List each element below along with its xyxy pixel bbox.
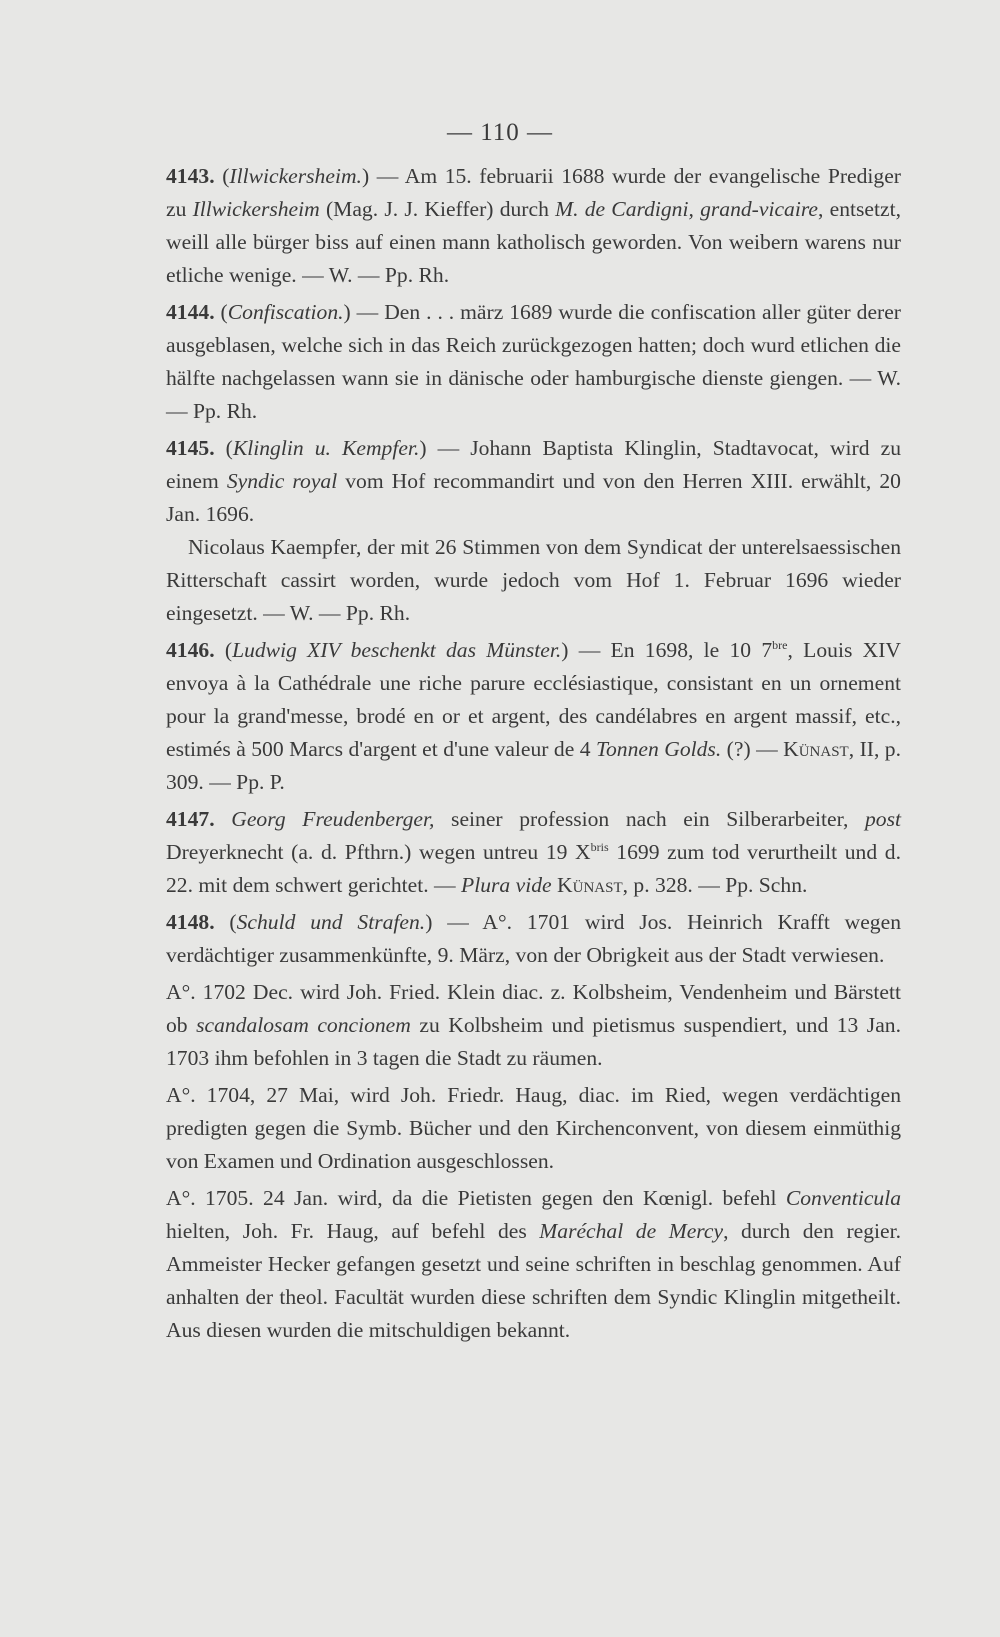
entry-text: Georg Freudenberger, seiner profession nach ein Silberarbeiter, post Dreyerknecht (a. d. Pfthrn.) wegen untreu 19 $X^{bris}$ 1699 zum tod verurtheilt und d. 22. mit dem schwert gerichtet. — Plura vide Künast, p. 328. — Pp. Schn. <box>166 807 901 897</box>
entry-text: (Klinglin u. Kempfer.) — Johann Baptista Klinglin, Stadtavocat, wird zu einem Syndic royal vom Hof recommandirt und von den Herren XIII. erwählt, 20 Jan. 1696. <box>166 436 901 526</box>
entry-text-paragraph: Nicolaus Kaempfer, der mit 26 Stimmen von dem Syndicat der unterelsaessischen Ritterschaft cassirt worden, wurde jedoch vom Hof 1. Februar 1696 wieder eingesetzt. — W. — Pp. Rh. <box>166 535 901 625</box>
entry-text: A°. 1705. 24 Jan. wird, da die Pietisten gegen den Kœnigl. befehl Conventicula hielten, Joh. Fr. Haug, auf befehl des Maréchal de Mercy, durch den regier. Ammeister Hecker gefangen gesetzt und seine schriften in beschlag genommen. Auf anhalten der theol. Facultät wurden diese schriften dem Syndic Klinglin mitgetheilt. Aus diesen wurden die mitschuldigen bekannt. <box>166 1186 901 1342</box>
entry-text: (Schuld und Strafen.) — A°. 1701 wird Jos. Heinrich Krafft wegen verdächtiger zusammenkünfte, 9. März, von der Obrigkeit aus der Stadt verwiesen. <box>166 910 901 967</box>
entry-4147 <box>0 803 901 902</box>
entry-number: 4143. <box>166 164 215 188</box>
entry-4144 <box>0 296 901 428</box>
page-number: — 110 — <box>446 119 554 146</box>
entry-number: 4145. <box>166 436 215 460</box>
entry-text: A°. 1704, 27 Mai, wird Joh. Friedr. Haug, diac. im Ried, wegen verdächtigen predigten gegen die Symb. Bücher und den Kirchenconvent, von diesem einmüthig von Examen und Ordination ausgeschlossen. <box>166 1083 901 1173</box>
entry-4145 <box>0 432 901 630</box>
entry-4146 <box>0 634 901 799</box>
entry-text: (Illwickersheim.) — Am 15. februarii 1688 wurde der evangelische Prediger zu Illwickersheim (Mag. J. J. Kieffer) durch M. de Cardigni, grand-vicaire, entsetzt, weill alle bürger biss auf einen mann katholisch geworden. Von weibern warens nur etliche wenige. — W. — Pp. Rh. <box>166 164 901 287</box>
entry-number: 4147. <box>166 807 215 831</box>
entry-text: (Confiscation.) — Den . . . märz 1689 wurde die confiscation aller güter derer ausgeblasen, welche sich in das Reich zurückgezogen hatten; doch wurd etlichen die hälfte nachgelassen wann sie in dänische oder hamburgische dienste giengen. — W. — Pp. Rh. <box>166 300 901 423</box>
entry-list <box>0 160 1000 1347</box>
entry-1705 <box>0 1182 901 1347</box>
entry-text: (Ludwig XIV beschenkt das Münster.) — En 1698, le 10 $7^{bre}$, Louis XIV envoya à la Cathédrale une riche parure ecclésiastique, consistant en un ornement pour la grand'messe, brodé en or et argent, des candélabres en argent massif, etc., estimés à 500 Marcs d'argent et d'une valeur de 4 Tonnen Golds. (?) — Künast, II, p. 309. — Pp. P. <box>166 637 901 794</box>
entry-4143 <box>0 160 901 292</box>
entry-number: 4144. <box>166 300 215 324</box>
entry-4148 <box>0 906 901 972</box>
entry-1704 <box>0 1079 901 1178</box>
entry-number: 4148. <box>166 910 215 934</box>
entry-text: A°. 1702 Dec. wird Joh. Fried. Klein diac. z. Kolbsheim, Vendenheim und Bärstett ob scandalosam concionem zu Kolbsheim und pietismus suspendiert, und 13 Jan. 1703 ihm befohlen in 3 tagen die Stadt zu räumen. <box>166 980 901 1070</box>
entry-number: 4146. <box>166 638 215 662</box>
entry-1702 <box>0 976 901 1075</box>
